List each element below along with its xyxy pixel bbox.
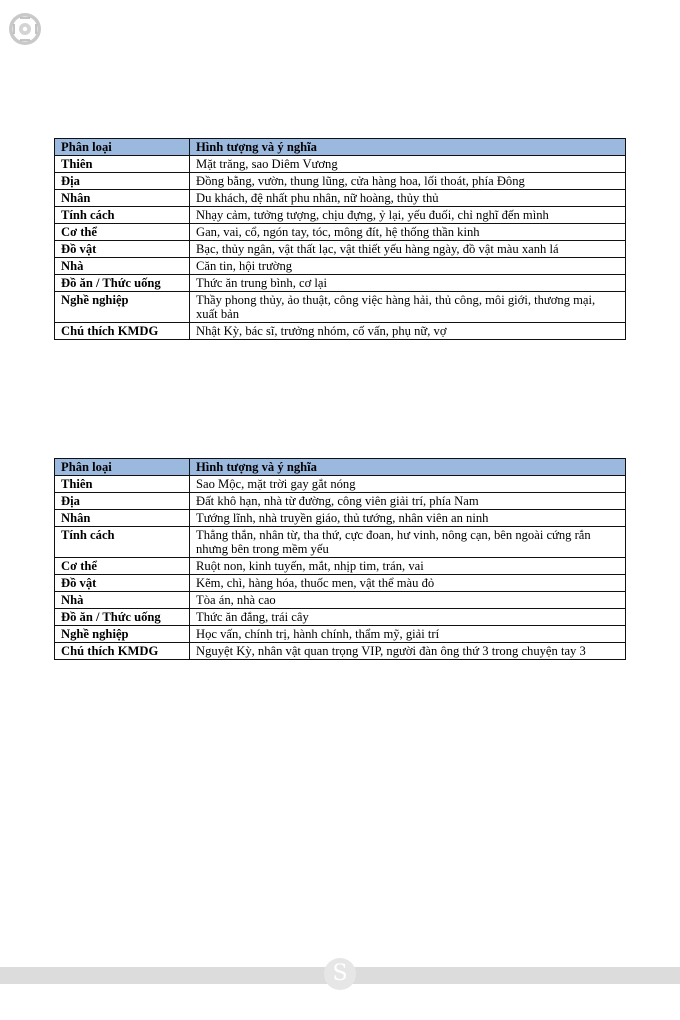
- table-row: [55, 510, 626, 527]
- table-row: [55, 156, 626, 173]
- header-category: Phân loại: [55, 459, 190, 476]
- row-meaning: Đất khô hạn, nhà từ đường, công viên giải trí, phía Nam: [190, 493, 626, 510]
- table-row: [55, 575, 626, 592]
- row-meaning: Gan, vai, cổ, ngón tay, tóc, mông đít, hệ thống thần kinh: [190, 224, 626, 241]
- row-category: Cơ thể: [55, 224, 190, 241]
- row-category: Đồ ăn / Thức uống: [55, 609, 190, 626]
- table-row: [55, 224, 626, 241]
- row-category: Thiên: [55, 476, 190, 493]
- row-category: Tính cách: [55, 207, 190, 224]
- trigram-table-1: [54, 138, 626, 340]
- table-row: [55, 173, 626, 190]
- row-meaning: Thầy phong thủy, ảo thuật, công việc hàng hải, thủ công, môi giới, thương mại, xuất bản: [190, 292, 626, 323]
- table-row: [55, 241, 626, 258]
- header-meaning: Hình tượng và ý nghĩa: [190, 139, 626, 156]
- row-category: Đồ ăn / Thức uống: [55, 275, 190, 292]
- row-category: Nghề nghiệp: [55, 626, 190, 643]
- row-meaning: Du khách, đệ nhất phu nhân, nữ hoàng, thủy thủ: [190, 190, 626, 207]
- bagua-icon: [8, 12, 42, 46]
- row-meaning: Thẳng thắn, nhân từ, tha thứ, cực đoan, hư vinh, nông cạn, bên ngoài cứng rắn nhưng bên trong mềm yếu: [190, 527, 626, 558]
- table-header-row: [55, 459, 626, 476]
- row-category: Chú thích KMDG: [55, 643, 190, 660]
- table-row: [55, 626, 626, 643]
- table-row: [55, 258, 626, 275]
- row-category: Nhân: [55, 510, 190, 527]
- table-row: [55, 292, 626, 323]
- table-row: [55, 476, 626, 493]
- row-category: Chú thích KMDG: [55, 323, 190, 340]
- table-row: [55, 558, 626, 575]
- header-meaning: Hình tượng và ý nghĩa: [190, 459, 626, 476]
- table-row: [55, 609, 626, 626]
- row-meaning: Kẽm, chì, hàng hóa, thuốc men, vật thể màu đỏ: [190, 575, 626, 592]
- trigram-table-2: [54, 458, 626, 660]
- row-meaning: Thức ăn trung bình, cơ lại: [190, 275, 626, 292]
- row-meaning: Ruột non, kinh tuyến, mắt, nhịp tim, trán, vai: [190, 558, 626, 575]
- row-category: Nhân: [55, 190, 190, 207]
- row-category: Nghề nghiệp: [55, 292, 190, 323]
- table-row: [55, 527, 626, 558]
- row-category: Nhà: [55, 592, 190, 609]
- row-category: Nhà: [55, 258, 190, 275]
- row-category: Địa: [55, 173, 190, 190]
- table-row: [55, 207, 626, 224]
- table-row: [55, 275, 626, 292]
- row-category: Địa: [55, 493, 190, 510]
- row-meaning: Đồng bằng, vườn, thung lũng, cửa hàng hoa, lối thoát, phía Đông: [190, 173, 626, 190]
- row-meaning: Sao Mộc, mặt trời gay gắt nóng: [190, 476, 626, 493]
- header-category: Phân loại: [55, 139, 190, 156]
- row-meaning: Nhạy cảm, tưởng tượng, chịu đựng, ỷ lại, yếu đuối, chỉ nghĩ đến mình: [190, 207, 626, 224]
- row-meaning: Bạc, thủy ngân, vật thất lạc, vật thiết yếu hàng ngày, đồ vật màu xanh lá: [190, 241, 626, 258]
- row-meaning: Học vấn, chính trị, hành chính, thẩm mỹ, giải trí: [190, 626, 626, 643]
- row-category: Thiên: [55, 156, 190, 173]
- table-header-row: [55, 139, 626, 156]
- row-meaning: Tướng lĩnh, nhà truyền giáo, thủ tướng, nhân viên an ninh: [190, 510, 626, 527]
- row-category: Đồ vật: [55, 241, 190, 258]
- row-meaning: Mặt trăng, sao Diêm Vương: [190, 156, 626, 173]
- row-category: Cơ thể: [55, 558, 190, 575]
- row-meaning: Nhật Kỳ, bác sĩ, trưởng nhóm, cố vấn, phụ nữ, vợ: [190, 323, 626, 340]
- row-meaning: Nguyệt Kỳ, nhân vật quan trọng VIP, người đàn ông thứ 3 trong chuyện tay 3: [190, 643, 626, 660]
- table-row: [55, 190, 626, 207]
- page-mark: S: [324, 958, 356, 990]
- row-meaning: Căn tin, hội trường: [190, 258, 626, 275]
- row-category: Tính cách: [55, 527, 190, 558]
- row-category: Đồ vật: [55, 575, 190, 592]
- row-meaning: Tòa án, nhà cao: [190, 592, 626, 609]
- row-meaning: Thức ăn đắng, trái cây: [190, 609, 626, 626]
- table-row: [55, 323, 626, 340]
- table-row: [55, 643, 626, 660]
- table-row: [55, 493, 626, 510]
- table-row: [55, 592, 626, 609]
